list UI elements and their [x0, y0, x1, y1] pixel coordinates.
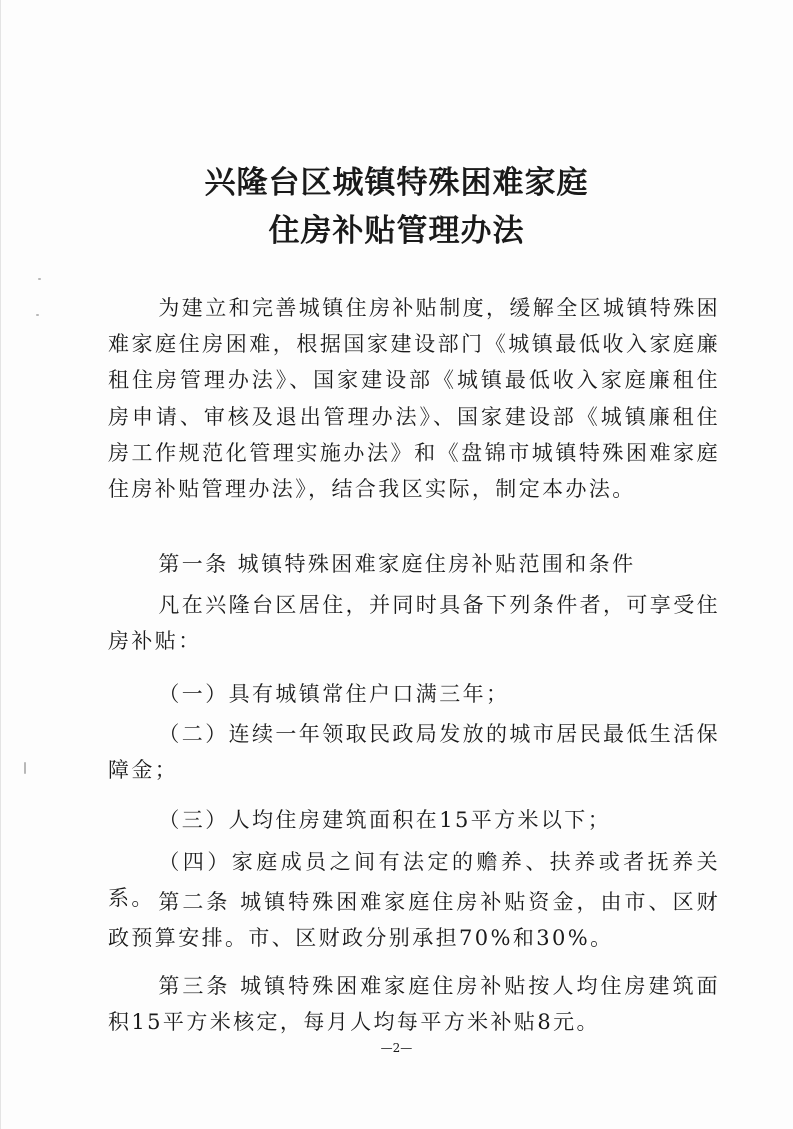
condition-item: （二）连续一年领取民政局发放的城市居民最低生活保障金；: [108, 722, 720, 783]
intro-paragraph: 为建立和完善城镇住房补贴制度，缓解全区城镇特殊困难家庭住房困难，根据国家建设部门《城镇最低收入家庭廉租住房管理办法》、国家建设部《城镇最低收入家庭廉租住房申请、审核及退出管理办法》、国家建设部《城镇廉租住房工作规范化管理实施办法》和《盘锦市城镇特殊困难家庭住房补贴管理办法》，结合我区实际，制定本办法。: [108, 296, 720, 502]
document-title-line-1: 兴隆台区城镇特殊困难家庭: [204, 165, 589, 201]
page-number: —2—: [380, 1041, 413, 1055]
scan-speck: [38, 278, 41, 280]
condition-item: （三）人均住房建筑面积在15平方米以下；: [158, 808, 612, 832]
condition-item: （一）具有城镇常住户口满三年；: [158, 682, 510, 706]
article-1-heading: 第一条 城镇特殊困难家庭住房补贴范围和条件: [158, 552, 636, 576]
scan-speck: [24, 762, 26, 774]
condition-item: （四）家庭成员之间有法定的赡养、扶养或者抚养关系。: [108, 850, 720, 911]
scan-speck: [36, 314, 39, 316]
article-3: 第三条 城镇特殊困难家庭住房补贴按人均住房建筑面积15平方米核定，每月人均每平方米补贴8元。: [108, 974, 720, 1035]
article-1-body: 凡在兴隆台区居住，并同时具备下列条件者，可享受住房补贴：: [108, 593, 720, 654]
document-title-line-2: 住房补贴管理办法: [268, 213, 525, 249]
article-2: 第二条 城镇特殊困难家庭住房补贴资金，由市、区财政预算安排。市、区财政分别承担70%和30%。: [108, 890, 720, 951]
